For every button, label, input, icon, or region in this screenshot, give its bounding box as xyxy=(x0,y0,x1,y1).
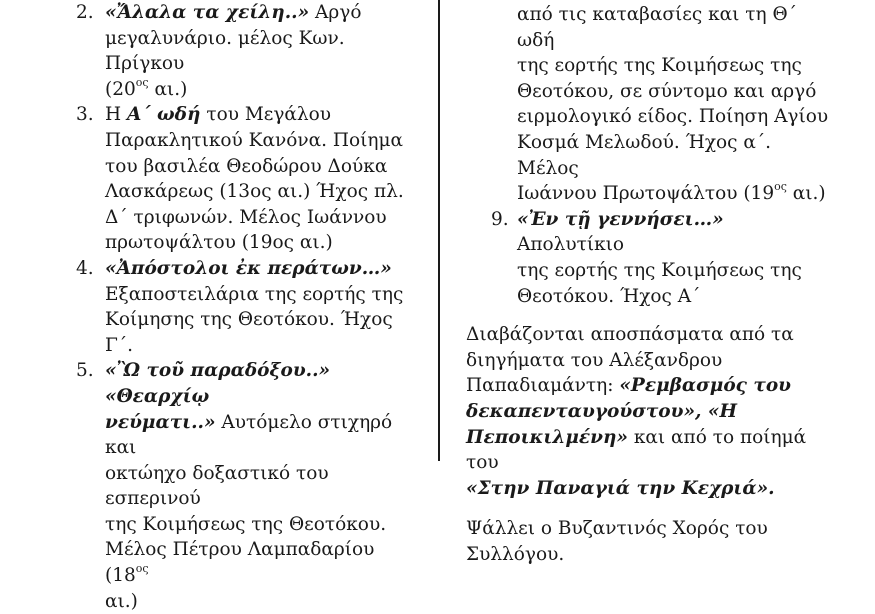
item-text: Απολυτίκιο xyxy=(517,234,625,256)
paragraph-text: Παπαδιαμάντη: xyxy=(466,375,620,397)
item-line xyxy=(105,0,416,26)
item-line: οκτώηχο δοξαστικό του εσπερινού xyxy=(105,462,329,510)
item-title: «Ἄλαλα τα χείλη..» xyxy=(105,2,310,23)
item-line: μεγαλυνάριο. μέλος Κων. Πρίγκου xyxy=(105,27,345,75)
item-text: αι.) xyxy=(148,78,188,100)
superscript: ος xyxy=(135,75,149,89)
item-number: 9. xyxy=(491,208,509,230)
paragraph-line: Συλλόγου. xyxy=(466,543,565,565)
item-line: της εορτής της Κοιμήσεως της xyxy=(517,259,802,281)
paragraph-line xyxy=(466,399,836,425)
item-line: Παρακλητικού Κανόνα. Ποίημα xyxy=(105,129,404,151)
item-text: Η xyxy=(105,104,128,126)
item-title: «Ὢ τοῦ παραδόξου..» xyxy=(105,360,331,382)
item-text: Ιωάννου Πρωτοψάλτου (19 xyxy=(517,183,775,205)
item-text: Μέλος Πέτρου Λαμπαδαρίου (18 xyxy=(105,539,375,587)
item-number: 5. xyxy=(76,360,94,382)
item-line: της εορτής της Κοιμήσεως της xyxy=(517,55,802,77)
item-number: 4. xyxy=(76,257,94,279)
item-line xyxy=(105,102,416,128)
paragraph-line: Ψάλλει ο Βυζαντινός Χορός του xyxy=(466,518,768,540)
program-item-4 xyxy=(76,256,416,358)
work-title: «Ρεμβασμός του xyxy=(619,375,791,397)
column-divider xyxy=(438,0,440,461)
item-text: Αυτόμελο στιχηρό και xyxy=(105,411,393,459)
item-line: αι.) xyxy=(105,590,138,612)
item-line xyxy=(517,181,836,207)
program-item-5 xyxy=(76,358,416,614)
item-line: της Κοιμήσεως της Θεοτόκου. xyxy=(105,513,387,535)
item-line xyxy=(105,77,416,103)
paragraph-line: διηγήματα του Αλέξανδρου xyxy=(466,349,723,371)
right-column xyxy=(466,0,836,567)
item-title: «Ἐν τῇ γεννήσει…» xyxy=(517,208,724,230)
item-title: «Θεαρχίῳ xyxy=(105,385,210,407)
item-line xyxy=(105,537,416,588)
item-text: αι.) xyxy=(786,183,826,205)
program-item-3 xyxy=(76,102,416,256)
paragraph-line xyxy=(466,373,836,399)
item-line: Εξαποστειλάρια της εορτής της xyxy=(105,283,404,305)
paragraph-line xyxy=(466,476,836,502)
program-item-2 xyxy=(76,0,416,102)
program-item-continuation xyxy=(466,2,836,207)
item-line: Κοίμησης της Θεοτόκου. Ήχος Γ΄. xyxy=(105,309,393,356)
item-text: (20 xyxy=(105,78,136,100)
choir-paragraph xyxy=(466,516,836,567)
item-line xyxy=(105,410,416,461)
item-line: Θεοτόκου. Ήχος Α΄ xyxy=(517,285,701,307)
superscript: ος xyxy=(135,561,149,575)
item-line: Λασκάρεως (13ος αι.) Ήχος πλ. xyxy=(105,181,404,203)
paragraph-text: και από το ποίημά του xyxy=(466,426,807,474)
item-line xyxy=(105,358,416,409)
item-title: Α΄ ωδή xyxy=(127,104,201,126)
item-line: από τις καταβασίες και τη Θ΄ ωδή xyxy=(517,4,797,51)
work-title: Πεποικιλμένη» xyxy=(466,426,628,448)
paragraph-line xyxy=(466,425,836,476)
superscript: ος xyxy=(774,180,787,193)
work-title: δεκαπενταυγούστου», «Η xyxy=(466,400,737,422)
item-text: Αργό xyxy=(309,2,362,23)
item-text: του Μεγάλου xyxy=(200,104,332,126)
item-line xyxy=(517,207,836,258)
item-line: του βασιλέα Θεοδώρου Δούκα xyxy=(105,155,388,177)
work-title: «Στην Παναγιά την Κεχριά». xyxy=(466,477,775,499)
item-line xyxy=(105,256,416,282)
item-line: Θεοτόκου, σε σύντομο και αργό xyxy=(517,80,817,102)
item-title: «Ἀπόστολοι ἐκ περάτων…» xyxy=(105,257,392,279)
paragraph-line: Διαβάζονται αποσπάσματα από τα xyxy=(466,324,794,346)
item-number: 3. xyxy=(76,104,94,126)
item-title: νεύματι..» xyxy=(105,411,216,433)
item-line: Δ΄ τριφωνών. Μέλος Ιωάννου xyxy=(105,206,387,228)
left-column xyxy=(76,0,416,614)
program-item-9 xyxy=(466,207,836,309)
item-line: ειρμολογικό είδος. Ποίηση Αγίου xyxy=(517,106,829,128)
item-line: Κοσμά Μελωδού. Ήχος α΄. Μέλος xyxy=(517,131,772,179)
readings-paragraph xyxy=(466,322,836,501)
item-number: 2. xyxy=(76,2,94,23)
item-line: πρωτοψάλτου (19ος αι.) xyxy=(105,232,333,254)
